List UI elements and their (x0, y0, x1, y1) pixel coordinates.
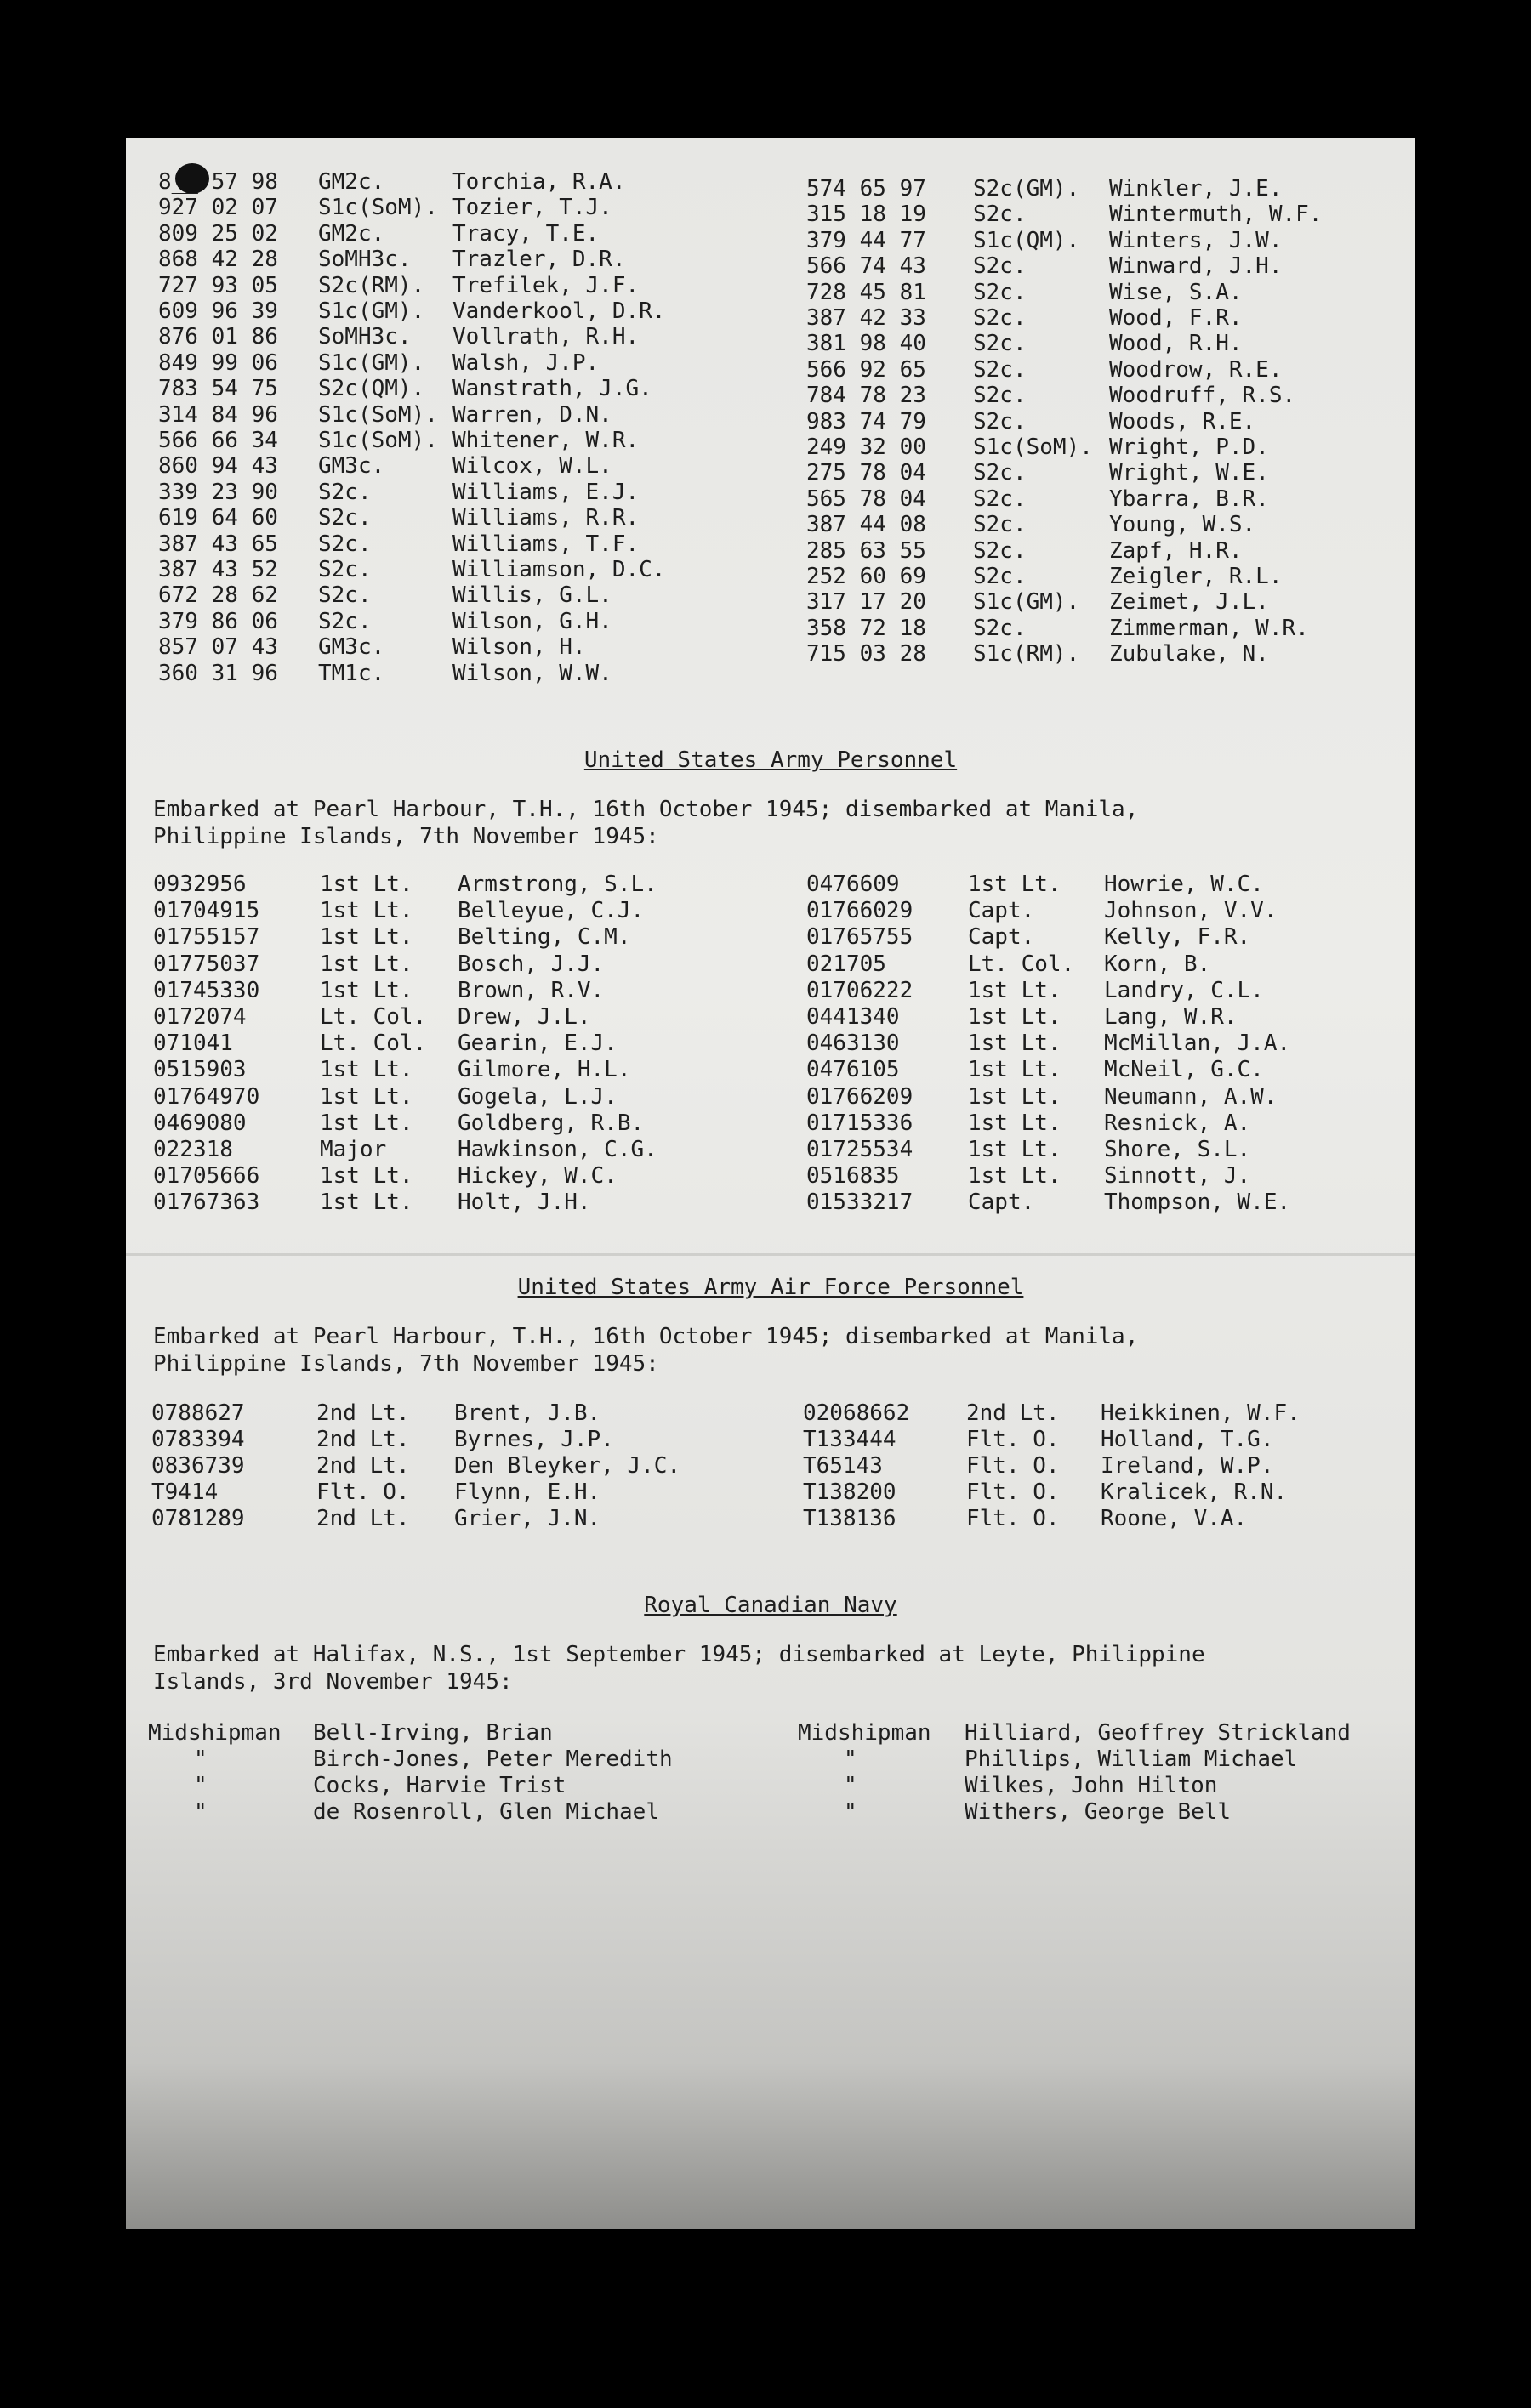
row-num: 728 45 81 (806, 279, 926, 305)
row-rank: 1st Lt. (968, 1031, 1061, 1057)
row-rate: S1c(GM). (318, 349, 425, 376)
row-num: 01766029 (806, 898, 913, 924)
row-num: 0469080 (153, 1110, 247, 1136)
row-num: 566 92 65 (806, 356, 926, 383)
row-num: 01775037 (153, 951, 260, 977)
row-num: 0463130 (806, 1031, 900, 1057)
row-rate: S2c. (973, 512, 1027, 538)
row-name: Drew, J.L. (458, 1004, 591, 1030)
row-name: Phillips, William Michael (965, 1746, 1298, 1772)
row-rank: Flt. O. (966, 1479, 1060, 1505)
row-rate: SoMH3c. (318, 324, 412, 350)
row-rate: S2c. (973, 202, 1027, 228)
row-rank: Lt. Col. (968, 951, 1075, 977)
row-num: 317 17 20 (806, 589, 926, 616)
row-name: Wood, R.H. (1109, 331, 1243, 357)
row-name: Gogela, L.J. (458, 1083, 618, 1110)
row-num: 249 32 00 (806, 434, 926, 460)
row-rate: S2c. (973, 253, 1027, 280)
row-num: 784 78 23 (806, 383, 926, 409)
row-num: 0788627 (151, 1400, 245, 1426)
row-name: Byrnes, J.P. (454, 1427, 614, 1452)
row-rank: Flt. O. (316, 1479, 410, 1505)
row-name: Holland, T.G. (1101, 1427, 1274, 1452)
row-name: Wilson, H. (452, 634, 586, 661)
row-rank: 1st Lt. (968, 1083, 1061, 1110)
row-rate: S2c(QM). (318, 376, 425, 402)
row-num: 01705666 (153, 1163, 260, 1190)
row-num: 252 60 69 (806, 564, 926, 589)
row-rate: S2c. (318, 531, 372, 557)
row-name: Withers, George Bell (965, 1799, 1232, 1825)
row-rank: 1st Lt. (320, 977, 413, 1003)
row-rank: Lt. Col. (320, 1004, 427, 1030)
row-num: 387 42 33 (806, 305, 926, 331)
row-name: Trefilek, J.F. (452, 272, 640, 298)
row-num: 071041 (153, 1031, 233, 1057)
row-rate: S2c. (973, 279, 1027, 305)
row-num: 868 42 28 (158, 247, 278, 273)
row-name: McNeil, G.C. (1104, 1057, 1264, 1083)
row-name: Wilson, G.H. (452, 608, 612, 634)
row-name: Holt, J.H. (458, 1190, 591, 1216)
army-heading: United States Army Personnel (583, 747, 958, 773)
row-name: Heikkinen, W.F. (1101, 1400, 1300, 1426)
row-num: 574 65 97 (806, 176, 926, 202)
row-num: 860 94 43 (158, 453, 278, 480)
row-rate: S1c(SoM). (318, 428, 438, 453)
row-rate: S2c. (318, 608, 372, 634)
row-num: 715 03 28 (806, 641, 926, 667)
row-rank: Major (320, 1137, 387, 1162)
row-rank: 1st Lt. (320, 872, 413, 897)
row-name: Belleyue, C.J. (458, 898, 645, 924)
row-name: Bell-Irving, Brian (313, 1720, 553, 1746)
row-rank: " (194, 1773, 208, 1798)
row-num: 360 31 96 (158, 660, 278, 686)
row-num: 927 02 07 (158, 195, 278, 221)
row-name: Resnick, A. (1104, 1110, 1251, 1136)
row-num: 0172074 (153, 1004, 247, 1030)
row-rank: 2nd Lt. (316, 1453, 410, 1479)
row-rank: 1st Lt. (968, 1163, 1061, 1190)
row-name: Wilcox, W.L. (452, 453, 612, 480)
row-rank: 2nd Lt. (966, 1400, 1060, 1426)
row-num: 672 28 62 (158, 582, 278, 609)
row-rank: Midshipman (148, 1720, 282, 1746)
row-num: 315 18 19 (806, 202, 926, 228)
row-name: Goldberg, R.B. (458, 1110, 645, 1136)
row-name: Trazler, D.R. (452, 247, 626, 273)
row-num: 0932956 (153, 872, 247, 897)
row-name: Ybarra, B.R. (1109, 486, 1269, 512)
row-num: 275 78 04 (806, 460, 926, 486)
row-rank: Lt. Col. (320, 1031, 427, 1057)
row-name: Wise, S.A. (1109, 279, 1243, 305)
army-intro: Embarked at Pearl Harbour, T.H., 16th October 1945; disembarked at Manila, Philippine Islands, 7th November 1945: (153, 797, 1139, 849)
row-name: Brown, R.V. (458, 977, 605, 1003)
row-name: Kelly, F.R. (1104, 924, 1251, 951)
row-num: 01706222 (806, 977, 913, 1003)
row-rate: S2c. (973, 331, 1027, 357)
row-name: Tracy, T.E. (452, 220, 600, 247)
row-num: T65143 (803, 1453, 883, 1479)
row-num: 379 86 06 (158, 608, 278, 634)
row-rate: S2c. (973, 615, 1027, 641)
row-rate: S1c(QM). (973, 227, 1080, 253)
row-rank: 1st Lt. (320, 1057, 413, 1083)
row-name: Korn, B. (1104, 951, 1211, 977)
row-name: Williams, E.J. (452, 479, 640, 505)
row-name: Wilson, W.W. (452, 660, 612, 686)
row-name: Neumann, A.W. (1104, 1083, 1278, 1110)
document-page (126, 138, 1415, 2229)
row-num: 01533217 (806, 1190, 913, 1216)
row-name: Whitener, W.R. (452, 428, 640, 453)
air-force-intro: Embarked at Pearl Harbour, T.H., 16th October 1945; disembarked at Manila, Philippine Islands, 7th November 1945: (153, 1324, 1139, 1377)
row-num: 566 66 34 (158, 428, 278, 453)
row-rate: S2c. (973, 460, 1027, 486)
row-rank: 1st Lt. (968, 1137, 1061, 1162)
row-rate: S2c(RM). (318, 272, 425, 298)
row-num: 379 44 77 (806, 227, 926, 253)
row-name: Woodruff, R.S. (1109, 383, 1296, 409)
row-name: Johnson, V.V. (1104, 898, 1278, 924)
row-name: Hawkinson, C.G. (458, 1137, 657, 1162)
row-rate: S1c(SoM). (318, 195, 438, 221)
row-num: 609 96 39 (158, 298, 278, 324)
row-name: McMillan, J.A. (1104, 1031, 1291, 1057)
rcn-intro: Embarked at Halifax, N.S., 1st September 1945; disembarked at Leyte, Philippine Islands, 3rd November 1945: (153, 1642, 1205, 1695)
row-name: Winters, J.W. (1109, 227, 1283, 253)
row-rate: S2c. (973, 408, 1027, 434)
row-name: Torchia, R.A. (452, 169, 626, 195)
row-num: T138136 (803, 1506, 896, 1531)
row-num: 8__ 57 98 (158, 169, 278, 195)
row-rank: Midshipman (798, 1720, 931, 1746)
row-rank: 2nd Lt. (316, 1427, 410, 1452)
row-name: Williamson, D.C. (452, 557, 666, 582)
row-rank: Capt. (968, 924, 1035, 951)
row-num: T133444 (803, 1427, 896, 1452)
row-name: Williams, T.F. (452, 531, 640, 557)
row-name: Winward, J.H. (1109, 253, 1283, 280)
row-num: 01767363 (153, 1190, 260, 1216)
rcn-heading: Royal Canadian Navy (644, 1593, 897, 1618)
row-name: Gilmore, H.L. (458, 1057, 631, 1083)
row-rank: 1st Lt. (968, 1110, 1061, 1136)
row-name: Kralicek, R.N. (1101, 1479, 1288, 1505)
row-rate: S2c. (318, 505, 372, 531)
row-name: Lang, W.R. (1104, 1004, 1238, 1030)
row-rate: S2c. (973, 383, 1027, 409)
row-rate: S1c(GM). (973, 589, 1080, 616)
row-rank: 1st Lt. (320, 1110, 413, 1136)
row-num: 387 43 52 (158, 557, 278, 582)
row-num: 358 72 18 (806, 615, 926, 641)
row-name: Zapf, H.R. (1109, 537, 1243, 564)
row-rank: Flt. O. (966, 1453, 1060, 1479)
row-rate: S2c. (973, 486, 1027, 512)
row-num: 566 74 43 (806, 253, 926, 280)
row-name: Gearin, E.J. (458, 1031, 618, 1057)
row-rank: " (844, 1799, 857, 1825)
row-rank: 2nd Lt. (316, 1506, 410, 1531)
row-rate: SoMH3c. (318, 247, 412, 273)
row-num: 0515903 (153, 1057, 247, 1083)
row-name: Howrie, W.C. (1104, 872, 1264, 897)
row-num: 387 44 08 (806, 512, 926, 538)
row-rank: 1st Lt. (320, 951, 413, 977)
row-rate: S2c. (318, 582, 372, 609)
row-num: 0836739 (151, 1453, 245, 1479)
row-name: Roone, V.A. (1101, 1506, 1248, 1531)
row-num: 01755157 (153, 924, 260, 951)
row-name: Hilliard, Geoffrey Strickland (965, 1720, 1351, 1746)
row-rate: S2c(GM). (973, 176, 1080, 202)
row-name: Cocks, Harvie Trist (313, 1773, 566, 1798)
row-rate: GM3c. (318, 634, 385, 661)
row-rate: GM2c. (318, 169, 385, 195)
row-num: 01765755 (806, 924, 913, 951)
row-num: 0516835 (806, 1163, 900, 1190)
row-num: 565 78 04 (806, 486, 926, 512)
page-fold-line (126, 1253, 1415, 1256)
row-name: Belting, C.M. (458, 924, 631, 951)
row-rank: 1st Lt. (320, 898, 413, 924)
row-num: 314 84 96 (158, 401, 278, 428)
row-name: Bosch, J.J. (458, 951, 605, 977)
row-rate: S2c. (973, 537, 1027, 564)
row-num: T9414 (151, 1479, 219, 1505)
row-rank: 1st Lt. (320, 1083, 413, 1110)
row-num: 0783394 (151, 1427, 245, 1452)
row-num: T138200 (803, 1479, 896, 1505)
row-rank: 1st Lt. (968, 1004, 1061, 1030)
row-rate: S1c(GM). (318, 298, 425, 324)
row-rank: 1st Lt. (968, 1057, 1061, 1083)
row-num: 849 99 06 (158, 349, 278, 376)
row-name: Zubulake, N. (1109, 641, 1269, 667)
row-num: 022318 (153, 1137, 233, 1162)
row-name: Tozier, T.J. (452, 195, 612, 221)
row-rank: Capt. (968, 1190, 1035, 1216)
row-rate: S1c(SoM). (318, 401, 438, 428)
row-name: Wright, W.E. (1109, 460, 1269, 486)
row-num: 01715336 (806, 1110, 913, 1136)
row-num: 387 43 65 (158, 531, 278, 557)
row-rank: 2nd Lt. (316, 1400, 410, 1426)
row-num: 0476609 (806, 872, 900, 897)
row-name: Zeigler, R.L. (1109, 564, 1283, 589)
row-name: Woods, R.E. (1109, 408, 1256, 434)
row-name: Landry, C.L. (1104, 977, 1264, 1003)
row-name: Williams, R.R. (452, 505, 640, 531)
row-num: 01764970 (153, 1083, 260, 1110)
row-num: 01745330 (153, 977, 260, 1003)
row-num: 876 01 86 (158, 324, 278, 350)
row-name: Willis, G.L. (452, 582, 612, 609)
row-name: Sinnott, J. (1104, 1163, 1251, 1190)
row-name: de Rosenroll, Glen Michael (313, 1799, 659, 1825)
row-rank: " (844, 1773, 857, 1798)
row-num: 339 23 90 (158, 479, 278, 505)
row-name: Thompson, W.E. (1104, 1190, 1291, 1216)
row-rate: S2c. (318, 479, 372, 505)
row-name: Young, W.S. (1109, 512, 1256, 538)
row-name: Vanderkool, D.R. (452, 298, 666, 324)
row-name: Flynn, E.H. (454, 1479, 601, 1505)
row-rank: Capt. (968, 898, 1035, 924)
row-name: Warren, D.N. (452, 401, 612, 428)
row-rate: S2c. (973, 305, 1027, 331)
air-force-heading: United States Army Air Force Personnel (517, 1275, 1024, 1300)
row-num: 783 54 75 (158, 376, 278, 402)
row-num: 285 63 55 (806, 537, 926, 564)
row-rank: 1st Lt. (320, 1163, 413, 1190)
row-rank: 1st Lt. (968, 977, 1061, 1003)
row-num: 983 74 79 (806, 408, 926, 434)
row-rate: S2c. (973, 356, 1027, 383)
row-num: 01704915 (153, 898, 260, 924)
row-name: Birch-Jones, Peter Meredith (313, 1746, 673, 1772)
row-name: Winkler, J.E. (1109, 176, 1283, 202)
row-name: Wintermuth, W.F. (1109, 202, 1323, 228)
row-rate: S2c. (973, 564, 1027, 589)
row-num: 0781289 (151, 1506, 245, 1531)
row-rank: " (194, 1799, 208, 1825)
row-name: Walsh, J.P. (452, 349, 600, 376)
row-num: 021705 (806, 951, 886, 977)
row-num: 381 98 40 (806, 331, 926, 357)
row-rank: 1st Lt. (320, 1190, 413, 1216)
row-num: 809 25 02 (158, 220, 278, 247)
row-rate: S1c(SoM). (973, 434, 1093, 460)
row-name: Den Bleyker, J.C. (454, 1453, 681, 1479)
row-num: 727 93 05 (158, 272, 278, 298)
row-rank: Flt. O. (966, 1506, 1060, 1531)
row-name: Wood, F.R. (1109, 305, 1243, 331)
row-rate: GM2c. (318, 220, 385, 247)
row-name: Woodrow, R.E. (1109, 356, 1283, 383)
row-name: Ireland, W.P. (1101, 1453, 1274, 1479)
row-num: 857 07 43 (158, 634, 278, 661)
row-name: Zimmerman, W.R. (1109, 615, 1309, 641)
row-rate: S2c. (318, 557, 372, 582)
row-rate: S1c(RM). (973, 641, 1080, 667)
row-name: Wright, P.D. (1109, 434, 1269, 460)
row-num: 619 64 60 (158, 505, 278, 531)
row-rate: TM1c. (318, 660, 385, 686)
row-name: Hickey, W.C. (458, 1163, 618, 1190)
row-rank: " (844, 1746, 857, 1772)
row-rate: GM3c. (318, 453, 385, 480)
row-rank: 1st Lt. (320, 924, 413, 951)
row-num: 01766209 (806, 1083, 913, 1110)
row-num: 0476105 (806, 1057, 900, 1083)
row-num: 01725534 (806, 1137, 913, 1162)
row-rank: 1st Lt. (968, 872, 1061, 897)
row-num: 02068662 (803, 1400, 910, 1426)
row-rank: " (194, 1746, 208, 1772)
row-num: 0441340 (806, 1004, 900, 1030)
row-name: Armstrong, S.L. (458, 872, 657, 897)
row-rank: Flt. O. (966, 1427, 1060, 1452)
row-name: Wanstrath, J.G. (452, 376, 652, 402)
row-name: Wilkes, John Hilton (965, 1773, 1218, 1798)
row-name: Shore, S.L. (1104, 1137, 1251, 1162)
row-name: Grier, J.N. (454, 1506, 601, 1531)
row-name: Brent, J.B. (454, 1400, 601, 1426)
row-name: Zeimet, J.L. (1109, 589, 1269, 616)
row-name: Vollrath, R.H. (452, 324, 640, 350)
